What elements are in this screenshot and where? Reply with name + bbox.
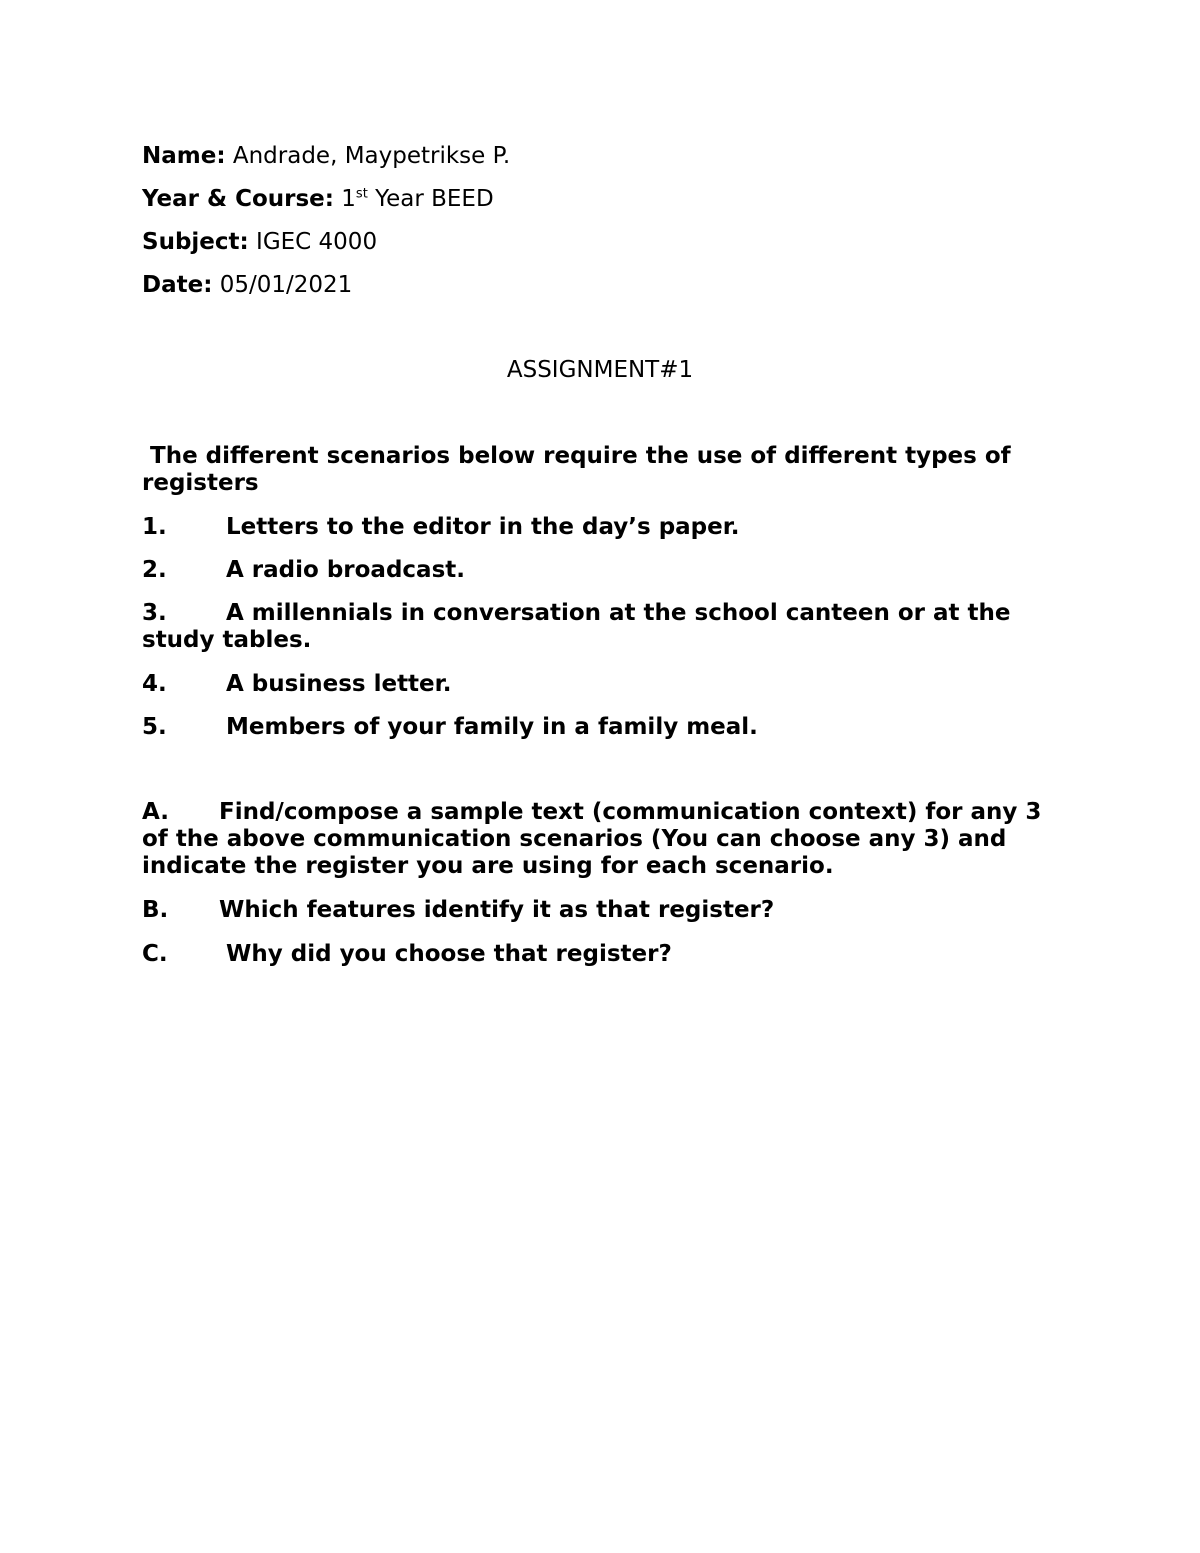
- question-text: Why did you choose that register?: [226, 941, 672, 967]
- scenario-number: 1.: [142, 514, 167, 540]
- scenario-item: [142, 557, 1062, 584]
- date-label: Date:: [142, 272, 213, 298]
- year-suffix: st: [355, 186, 368, 202]
- assignment-title: ASSIGNMENT#1: [506, 357, 694, 383]
- scenario-item: [142, 671, 1062, 698]
- date-line: [142, 271, 352, 299]
- scenario-number: 5.: [142, 714, 167, 740]
- scenario-item: [142, 600, 1062, 654]
- question-letter: C.: [142, 941, 168, 967]
- scenario-text: Letters to the editor in the day’s paper.: [226, 514, 740, 540]
- question-item: [142, 897, 1062, 924]
- question-letter: B.: [142, 897, 169, 923]
- question-item: [142, 941, 1062, 968]
- scenario-number: 3.: [142, 600, 167, 626]
- scenario-item: [142, 714, 1062, 741]
- name-value: Andrade, Maypetrikse P.: [232, 143, 511, 169]
- scenario-item: [142, 514, 1062, 541]
- scenario-text: Members of your family in a family meal.: [226, 714, 758, 740]
- question-item: [142, 799, 1062, 880]
- scenario-number: 2.: [142, 557, 167, 583]
- year-number: 1: [341, 186, 356, 212]
- subject-value: IGEC 4000: [256, 229, 378, 255]
- name-line: [142, 142, 510, 170]
- scenario-number: 4.: [142, 671, 167, 697]
- date-value: 05/01/2021: [219, 272, 353, 298]
- scenario-text: A radio broadcast.: [226, 557, 465, 583]
- year-course-value: Year BEED: [375, 186, 494, 212]
- intro-text: [142, 443, 1062, 497]
- scenario-text: A business letter.: [226, 671, 452, 697]
- question-text: Find/compose a sample text (communication context) for any 3 of the above communication scenarios (You can choose any 3) and indicate the register you are using for each scenario.: [142, 799, 1042, 879]
- subject-line: [142, 228, 377, 256]
- question-letter: A.: [142, 799, 169, 825]
- subject-label: Subject:: [142, 229, 249, 255]
- year-course-label: Year & Course:: [142, 186, 334, 212]
- name-label: Name:: [142, 143, 226, 169]
- intro-text-content: The different scenarios below require the use of different types of registers: [142, 443, 1019, 496]
- year-course-line: [142, 185, 494, 213]
- question-text: Which features identify it as that register?: [219, 897, 775, 923]
- scenario-text: A millennials in conversation at the school canteen or at the study tables.: [142, 600, 1011, 653]
